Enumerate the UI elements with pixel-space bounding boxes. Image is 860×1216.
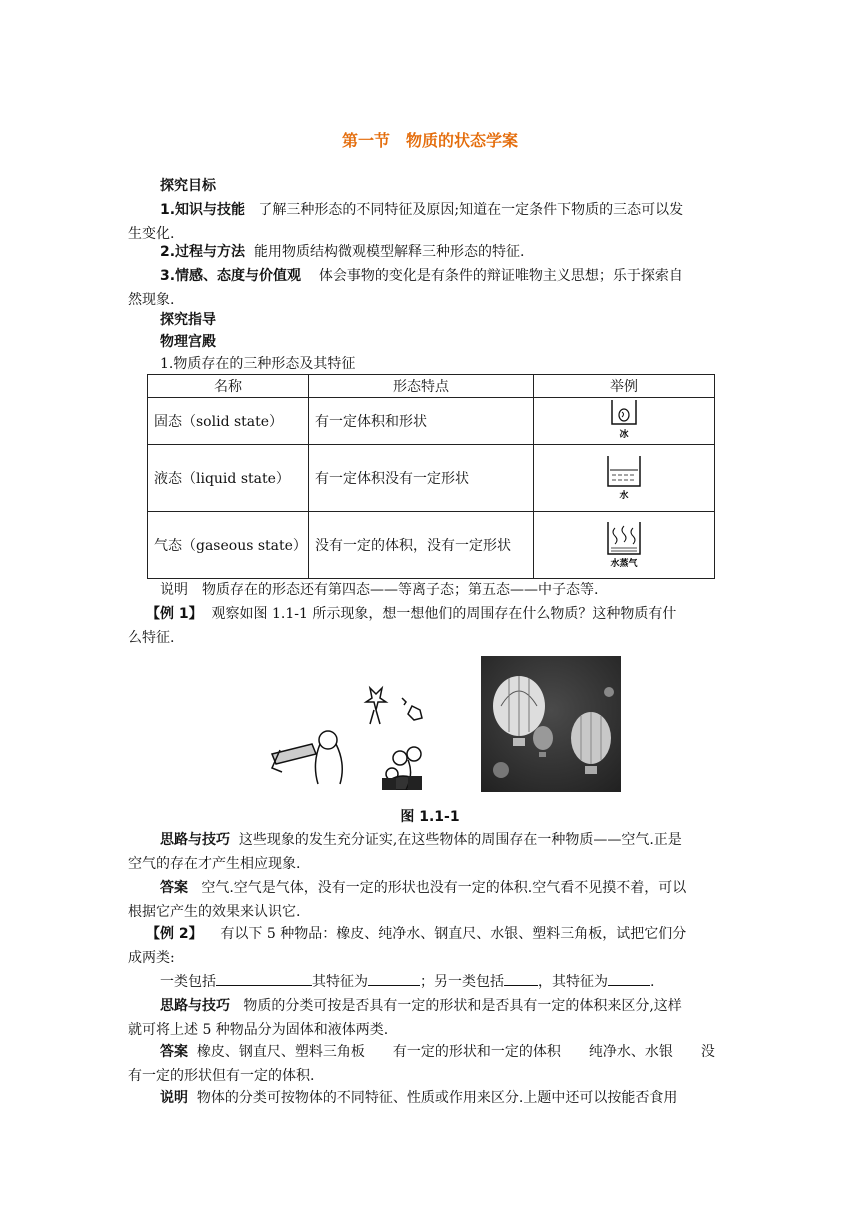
fill-in-line: [128, 970, 732, 994]
goal-1: [128, 198, 732, 222]
table-row: [148, 398, 715, 445]
note-1: [128, 578, 732, 602]
goal-1-text: 了解三种形态的不同特征及原因;知道在一定条件下物质的三态可以发: [258, 202, 684, 218]
goal-2-text: 能用物质结构微观模型解释三种形态的特征.: [253, 244, 525, 260]
state-feature: 没有一定的体积，没有一定形状: [309, 512, 534, 579]
answer-text: 橡皮、钢直尺、塑料三角板 有一定的形状和一定的体积 纯净水、水银 没: [196, 1044, 715, 1060]
kite-2: [408, 706, 422, 720]
note-text: 物体的分类可按物体的不同特征、性质或作用来区分.上题中还可以按能否食用: [196, 1090, 678, 1106]
balloon-distant: [493, 762, 509, 778]
kite-1: [366, 688, 386, 710]
ice-label: 冰: [619, 430, 629, 440]
fill-text-3: ；另一类包括: [420, 974, 504, 990]
header-feature: 形态特点: [309, 375, 534, 398]
kites-illustration: [262, 684, 452, 790]
table-title: [128, 352, 732, 376]
example-2-answer-cont: 有一定的形状但有一定的体积.: [128, 1068, 315, 1084]
tip-text: 物质的分类可按是否具有一定的形状和是否具有一定的体积来区分,这样: [243, 998, 682, 1014]
example-2-tip-cont: 就可将上述 5 种物品分为固体和液体两类.: [128, 1022, 389, 1038]
fill-text-5: .: [650, 974, 655, 990]
ice-beaker-icon: [604, 398, 644, 440]
fill-text-1: 一类包括: [160, 974, 216, 990]
guide-heading: [128, 308, 732, 332]
tip-label: 思路与技巧: [160, 998, 230, 1014]
water-label: 水: [619, 491, 629, 501]
fill-text-4: ，其特征为: [538, 974, 608, 990]
state-name: 气态（gaseous state）: [148, 512, 309, 579]
tip-text: 这些现象的发生充分证实,在这些物体的周围存在一种物质——空气.正是: [238, 832, 682, 848]
state-example: [534, 398, 715, 445]
example-1-cont: 么特征.: [128, 630, 175, 646]
goal-1-label: 1.知识与技能: [160, 202, 246, 218]
states-table: [147, 374, 715, 579]
goals-heading: [128, 174, 732, 198]
example-1-answer-cont: 根据它产生的效果来认识它.: [128, 904, 301, 920]
example-2: [128, 922, 732, 946]
answer-label: 答案: [160, 1044, 188, 1060]
state-name: 固态（solid state）: [148, 398, 309, 445]
steam-label: 水蒸气: [610, 559, 638, 569]
balloons-photo: [481, 656, 621, 792]
answer-label: 答案: [160, 880, 188, 896]
state-feature: 有一定体积和形状: [309, 398, 534, 445]
example-2-tip: [128, 994, 732, 1018]
goal-3-text: 体会事物的变化是有条件的辩证唯物主义思想；乐于探索自: [318, 268, 683, 284]
example-1-label: 【例 1】: [146, 606, 203, 622]
blank-4[interactable]: [608, 971, 650, 986]
example-2-label: 【例 2】: [146, 926, 203, 942]
note-label: 说明: [160, 1090, 188, 1106]
state-name: 液态（liquid state）: [148, 445, 309, 512]
example-2-text: 有以下 5 种物品：橡皮、纯净水、钢直尺、水银、塑料三角板，试把它们分: [220, 926, 687, 942]
example-1-tip-cont: 空气的存在才产生相应现象.: [128, 856, 301, 872]
state-feature: 有一定体积没有一定形状: [309, 445, 534, 512]
goal-2-label: 2.过程与方法: [160, 244, 246, 260]
goal-2: [128, 240, 732, 264]
blank-3[interactable]: [504, 971, 538, 986]
example-1-text: 观察如图 1.1-1 所示现象，想一想他们的周围存在什么物质？这种物质有什: [211, 606, 677, 622]
tip-label: 思路与技巧: [160, 832, 230, 848]
goal-3-label: 3.情感、态度与价值观: [160, 268, 302, 284]
blank-2[interactable]: [368, 971, 420, 986]
page-title: 第一节 物质的状态学案: [341, 131, 518, 150]
palace-heading: [128, 330, 732, 354]
goal-3: [128, 264, 732, 288]
palace-heading-text: 物理宫殿: [160, 334, 216, 350]
figure-caption: 图 1.1-1: [400, 809, 460, 825]
state-example: [534, 512, 715, 579]
goal-1-cont: 生变化.: [128, 226, 175, 242]
header-example: 举例: [534, 375, 715, 398]
state-example: [534, 445, 715, 512]
example-2-cont: 成两类:: [128, 950, 175, 966]
table-header-row: [148, 375, 715, 398]
example-1-tip: [128, 828, 732, 852]
steam-beaker-icon: [598, 516, 650, 570]
guide-heading-text: 探究指导: [160, 312, 216, 328]
header-name: 名称: [148, 375, 309, 398]
goals-heading-text: 探究目标: [160, 178, 216, 194]
example-1-answer: [128, 876, 732, 900]
example-2-answer: [128, 1040, 732, 1064]
answer-text: 空气.空气是气体，没有一定的形状也没有一定的体积.空气看不见摸不着，可以: [201, 880, 687, 896]
example-1: [128, 602, 732, 626]
table-row: [148, 445, 715, 512]
water-beaker-icon: [602, 450, 646, 502]
goal-3-cont: 然现象.: [128, 292, 175, 308]
note-1-text: 说明 物质存在的形态还有第四态——等离子态；第五态——中子态等.: [160, 582, 599, 598]
table-row: [148, 512, 715, 579]
example-2-note: [128, 1086, 732, 1110]
fill-text-2: 其特征为: [312, 974, 368, 990]
blank-1[interactable]: [216, 971, 312, 986]
table-title-text: 1.物质存在的三种形态及其特征: [160, 356, 356, 372]
